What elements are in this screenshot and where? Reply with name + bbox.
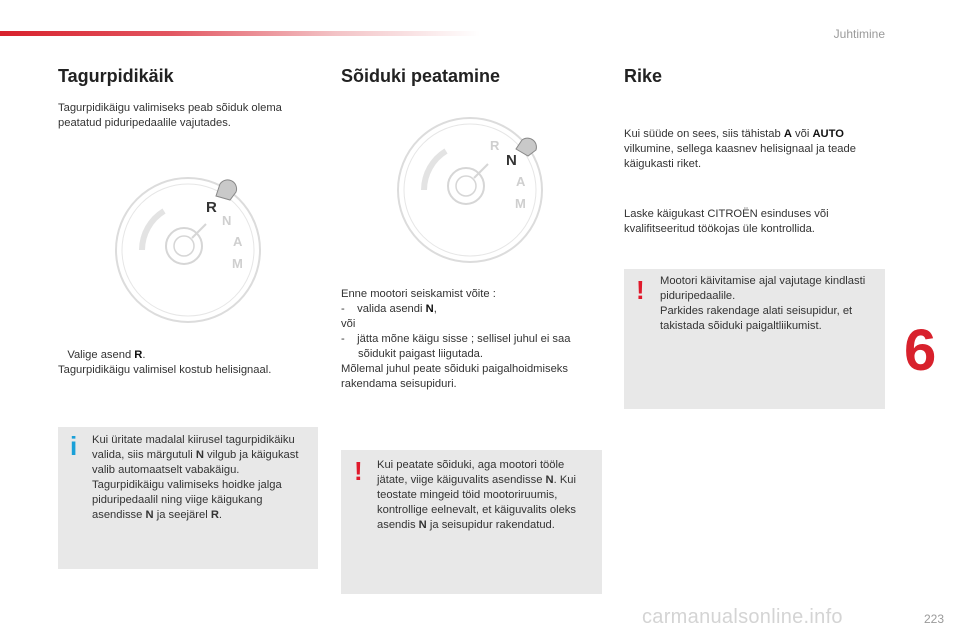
stop-lead: Enne mootori seiskamist võite :: [341, 288, 496, 300]
info-text: Kui üritate madalal kiirusel tagurpidikäiku valida, siis märgutuli N vilgub ja käigukast valib automaatselt vabakäigu. Tagurpidikäigu valimiseks hoidke jalga piduripedaalil ning viige käigukang asendisse N ja seejärel R.: [92, 434, 299, 521]
chapter-number: 6: [904, 318, 937, 383]
gear-letter-m: M: [515, 196, 526, 211]
stop-closing: Mõlemal juhul peate sõiduki paigalhoidmiseks rakendama seisupiduri.: [341, 363, 568, 390]
gear-letter-a: A: [233, 234, 243, 249]
stop-body: [341, 287, 603, 392]
watermark: carmanualsonline.info: [642, 606, 843, 628]
warning-text: Mootori käivitamise ajal vajutage kindlasti piduripedaalile. Parkides rakendage alati seisupidur, et takistada sõiduki paigaltliikumist.: [660, 275, 866, 332]
warning-icon: !: [636, 275, 645, 305]
step-text: Valige asend: [67, 349, 132, 361]
warning-text: Kui peatate sõiduki, aga mootori tööle jätate, viige käiguvalits asendisse N. Kui teostate mingeid töid mootoriruumis, kontrollige eelnevalt, et käiguvalits oleks asendis N ja seisupidur rakendatud.: [377, 459, 577, 531]
reverse-info-box: [58, 427, 318, 569]
gear-letter-r: R: [206, 199, 217, 216]
reverse-intro: Tagurpidikäigu valimiseks peab sõiduk olema peatatud piduripedaalile vajutades.: [58, 102, 282, 129]
warning-icon: !: [354, 456, 363, 486]
gear-selector-reverse: [108, 172, 268, 332]
step-value: R: [134, 349, 143, 361]
stop-option-2: - jätta mõne käigu sisse ; sellisel juhul ei saa sõidukit paigast liigutada.: [341, 333, 571, 360]
gear-letter-n: N: [222, 213, 232, 228]
stop-title: Sõiduki peatamine: [341, 66, 501, 86]
fault-paragraph-1: Kui süüde on sees, siis tähistab A või AUTO vilkumine, sellega kaasnev helisignaal ja teade käigukasti riket.: [624, 128, 856, 170]
reverse-step: Valige asend R. Tagurpidikäigu valimisel kostub helisignaal.: [58, 349, 272, 376]
gear-letter-r: R: [490, 138, 500, 153]
stop-warning-box: [341, 450, 602, 594]
fault-warning-box: [624, 269, 885, 409]
step-note: Tagurpidikäigu valimisel kostub helisignaal.: [58, 364, 272, 376]
fault-title: Rike: [624, 66, 663, 86]
gear-letter-n: N: [506, 152, 517, 169]
gear-letter-m: M: [232, 256, 243, 271]
page-number: 223: [923, 612, 944, 626]
header-accent-bar: [0, 31, 480, 36]
stop-or: või: [341, 318, 356, 330]
reverse-title: Tagurpidikäik: [58, 66, 174, 86]
fault-paragraph-2: Laske käigukast CITROËN esinduses või kvalifitseeritud töökojas üle kontrollida.: [624, 208, 829, 235]
chapter-name: Juhtimine: [833, 27, 885, 41]
gear-letter-a: A: [516, 174, 526, 189]
gear-selector-neutral: [390, 112, 550, 272]
info-icon: i: [70, 431, 78, 461]
stop-option-1: - valida asendi N,: [341, 303, 437, 315]
